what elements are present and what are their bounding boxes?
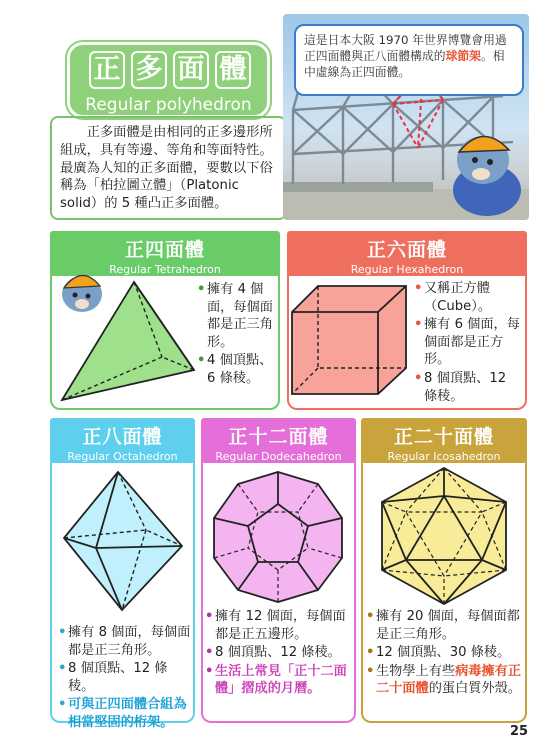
page-number: 25 (510, 724, 529, 739)
caption-highlight: 球節架 (445, 49, 481, 63)
octahedron-title-en: Regular Octahedron (67, 450, 178, 463)
dodecahedron-figure (208, 470, 348, 605)
bio-highlight: 病毒擁有正二十面體 (376, 663, 522, 697)
tetrahedron-bullets (197, 281, 277, 389)
mascot-icon (453, 136, 521, 216)
bullet: • 擁有 12 個面，每個面都是正五邊形。 (205, 608, 353, 643)
bullet: • 4 個頂點、6 條稜。 (197, 352, 277, 387)
title-char: 體 (215, 51, 251, 89)
bullet: • 擁有 8 個面，每個面都是正三角形。 (58, 624, 192, 659)
bullet-highlight: • 生活上常見「正十二面體」摺成的月曆。 (205, 663, 353, 698)
title-english: Regular polyhedron (85, 95, 252, 115)
hexahedron-title-en: Regular Hexahedron (350, 263, 464, 276)
tetrahedron-title: 正四面體 (124, 239, 205, 261)
octahedron-header (50, 418, 195, 463)
bullet: • 12 個頂點、30 條稜。 (366, 644, 524, 662)
bio-text-end: 的蛋白質外殼。 (428, 681, 522, 697)
bio-text: 生物學上有些 (376, 663, 456, 679)
tetrahedron-title-en: Regular Tetrahedron (109, 263, 221, 276)
hexahedron-title: 正六面體 (366, 239, 447, 261)
bullet-highlight: • 可與正四面體合組為相當堅固的桁架。 (58, 696, 192, 731)
bullet: • 8 個頂點、12 條稜。 (58, 660, 192, 695)
icosahedron-bullets (366, 608, 524, 699)
octahedron-figure (58, 468, 188, 613)
bullet: • 8 個頂點、12 條稜。 (414, 370, 522, 405)
bullet: • 擁有 4 個面，每個面都是正三角形。 (197, 281, 277, 351)
photo-caption-bubble (294, 24, 524, 96)
icosahedron-title-en: Regular Icosahedron (387, 450, 501, 463)
hexahedron-header (287, 231, 527, 276)
icosahedron-header (361, 418, 527, 463)
bullet: • 擁有 20 個面，每個面都是正三角形。 (366, 608, 524, 643)
bullet: • 擁有 6 個面，每個面都是正方形。 (414, 316, 522, 369)
dodecahedron-title: 正十二面體 (228, 426, 329, 448)
intro-text: 正多面體是由相同的正多邊形所組成，具有等邊、等角和等面特性。最廣為人知的正多面體，要數以下俗稱為「柏拉圖立體」（Platonic solid）的 5 種凸正多面體。 (50, 116, 287, 220)
dodecahedron-header (201, 418, 356, 463)
bullet-biology (366, 663, 524, 698)
bullet: • 又稱正方體（Cube）。 (414, 280, 522, 315)
title-char: 多 (131, 51, 167, 89)
tetrahedron-figure (52, 262, 202, 407)
caption-text-end: 。相中虛線為正四面體。 (304, 49, 505, 79)
mascot-icon (62, 275, 102, 312)
dodecahedron-bullets (205, 608, 353, 699)
hexahedron-bullets (414, 280, 522, 406)
title-chinese (89, 51, 251, 89)
title-char: 面 (173, 51, 209, 89)
dodecahedron-title-en: Regular Dodecahedron (215, 450, 342, 463)
icosahedron-figure (370, 466, 518, 608)
title-badge (67, 42, 270, 118)
title-char: 正 (89, 51, 125, 89)
octahedron-title: 正八面體 (82, 426, 163, 448)
bullet: • 8 個頂點、12 條稜。 (205, 644, 353, 662)
hexahedron-figure (290, 284, 410, 399)
icosahedron-title: 正二十面體 (393, 426, 494, 448)
octahedron-bullets (58, 624, 192, 733)
caption-text: 這是日本大阪 1970 年世界博覽會用過正四面體與正八面體構成的 (304, 33, 507, 63)
